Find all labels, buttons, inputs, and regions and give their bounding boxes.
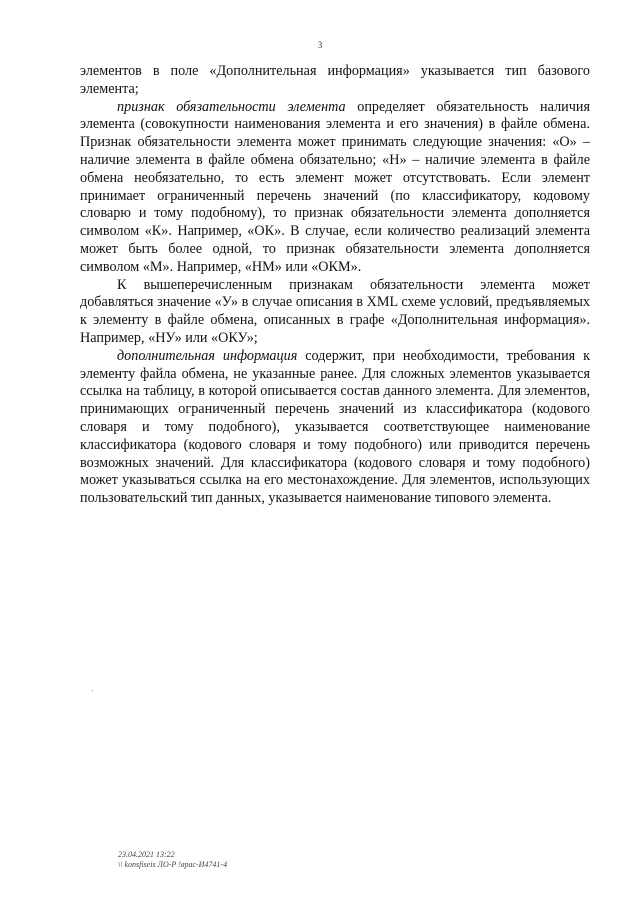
body-text	[80, 63, 590, 508]
paragraph-4	[80, 348, 590, 508]
paragraph-4-term: дополнительная информация	[117, 347, 298, 364]
paragraph-3	[80, 277, 590, 348]
paragraph-2	[80, 99, 590, 277]
paragraph-1	[80, 63, 590, 99]
paragraph-2-text: определяет обязательность наличия элемента (совокупности наименования элемента и его значения) в файле обмена. Признак обязательности элемента может принимать следующие значения: «О» – наличие элемента в файле обмена обязательно; «Н» – наличие элемента в файле обмена необязательно, то есть элемент может отсутствовать. Если элемент принимает ограниченный перечень значений (по классификатору, кодовому словарю и тому подобному), то признак обязательности элемента дополняется символом «К». Например, «ОК». В случае, если количество реализаций элемента может быть более одной, то признак обязательности элемента дополняется символом «М». Например, «НМ» или «ОКМ».	[80, 98, 590, 275]
paragraph-2-term: признак обязательности элемента	[117, 98, 346, 115]
footer-path: \\ konsfiseis ЛО-Р !врас-И4741-4	[118, 860, 228, 869]
paragraph-1-text: элементов в поле «Дополнительная информация» указывается тип базового элемента;	[80, 63, 590, 97]
scan-speck	[92, 690, 93, 691]
footer-timestamp: 23.04.2021 13:22	[118, 850, 175, 859]
paragraph-4-text: содержит, при необходимости, требования к элементу файла обмена, не указанные ранее. Для сложных элементов указывается ссылка на таблицу, в которой описывается состав данного элемента. Для элементов, принимающих ограниченный перечень значений из классификатора (кодового словаря и тому подобного), указывается соответствующее наименование классификатора (кодового словаря и тому подобного) или приводится перечень возможных значений. Для классификатора (кодового словаря и тому подобного) может указываться ссылка на его местонахождение. Для элементов, использующих пользовательский тип данных, указывается наименование типового элемента.	[80, 347, 590, 507]
page-number: 3	[317, 40, 323, 50]
paragraph-3-text: К вышеперечисленным признакам обязательности элемента может добавляться значение «У» в случае описания в XML схеме условий, предъявляемых к элементу в файле обмена, описанных в графе «Дополнительная информация». Например, «НУ» или «ОКУ»;	[80, 276, 590, 346]
document-footer	[118, 850, 227, 870]
